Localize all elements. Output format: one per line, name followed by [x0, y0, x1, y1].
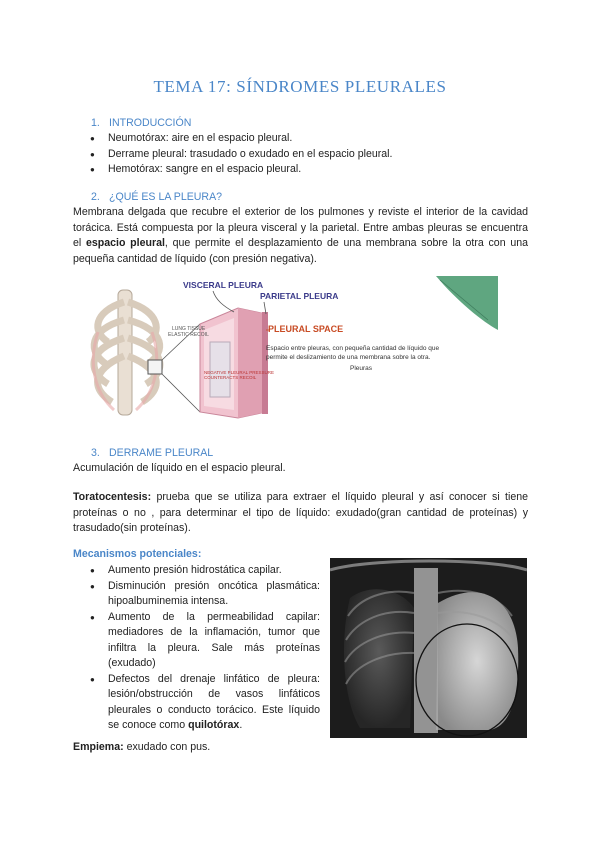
section-heading-introduccion [91, 117, 191, 129]
paragraph-text: . [239, 719, 243, 731]
section-number: 2. [91, 191, 100, 203]
section-title: INTRODUCCIÓN [109, 117, 192, 129]
negative-pressure-label: NEGATIVE PLEURAL PRESSURE COUNTERACTS RECOIL [204, 370, 275, 380]
list-item [90, 672, 320, 734]
bold-term: espacio pleural [85, 237, 165, 249]
section-title: DERRAME PLEURAL [109, 447, 214, 459]
bold-term: quilotórax [188, 719, 240, 731]
mechanisms-list [90, 563, 320, 734]
list-item: ● Neumotórax: aire en el espacio pleural. [90, 131, 392, 147]
pleura-paragraph [73, 205, 528, 267]
pleura-block-illustration [200, 308, 268, 418]
paragraph-text: prueba que se utiliza para extraer el líquido pleural y así conocer si tiene proteínas o no , para determinar el tipo de líquido: exudado(gran cantidad de proteínas) y trasudado(sin proteínas). [73, 491, 528, 534]
visceral-label: VISCERAL PLEURA [183, 280, 264, 290]
rib-cage-illustration [93, 290, 200, 415]
paragraph-text: Membrana delgada que recubre el exterior de los pulmones y reviste el interior de la cavidad torácica. Está compuesta por la pleura visceral y la parietal. Entre ambas pleuras se encuentra el [73, 206, 528, 249]
toratocentesis-paragraph [73, 490, 528, 537]
lung-tissue-label: LUNG TISSUE ELASTIC RECOIL [168, 326, 209, 338]
paragraph-text: Defectos del drenaje linfático de pleura: lesión/obstrucción de vasos linfáticos pleurales o conducto torácico. Este líquido se conoce como [108, 672, 320, 731]
figure-note: Espacio entre pleuras, con pequeña cantidad de líquido que permite el deslizamiento de una membrana sobre la otra. Pleuras [266, 345, 440, 372]
list-item: ● Aumento de la permeabilidad capilar: mediadores de la inflamación, tumor que infiltra la pleura. Sale más proteínas (exudado) [90, 610, 320, 672]
empiema-paragraph [73, 740, 528, 756]
bold-term: Toratocentesis: [73, 491, 152, 503]
section-heading-derrame [91, 447, 213, 459]
list-item: ● Hemotórax: sangre en el espacio pleural. [90, 162, 392, 178]
pleura-diagram [88, 272, 498, 422]
mechanisms-title: Mecanismos potenciales: [73, 548, 202, 560]
section-title: ¿QUÉ ES LA PLEURA? [109, 191, 223, 203]
page-title: TEMA 17: SÍNDROMES PLEURALES [153, 77, 447, 96]
list-item: ● Aumento presión hidrostática capilar. [90, 563, 320, 579]
derrame-definition: Acumulación de líquido en el espacio pleural. [73, 462, 286, 474]
section-heading-pleura [91, 191, 222, 203]
section-number: 3. [91, 447, 100, 459]
list-item: ● Disminución presión oncótica plasmática: hipoalbuminemia intensa. [90, 579, 320, 610]
paragraph-text: exudado con pus. [123, 741, 211, 753]
pleural-space-label: PLEURAL SPACE [268, 324, 344, 334]
paragraph-text: , que permite el desplazamiento de una membrana sobre la otra con una pequeña cantidad de líquido (con presión negativa). [73, 237, 528, 265]
bold-term: Empiema: [73, 741, 124, 753]
section-number: 1. [91, 117, 100, 129]
list-item: ● Derrame pleural: trasudado o exudado en el espacio pleural. [90, 147, 392, 163]
intro-list [90, 131, 392, 178]
chest-xray-image [330, 558, 527, 738]
parietal-label: PARIETAL PLEURA [260, 291, 339, 301]
